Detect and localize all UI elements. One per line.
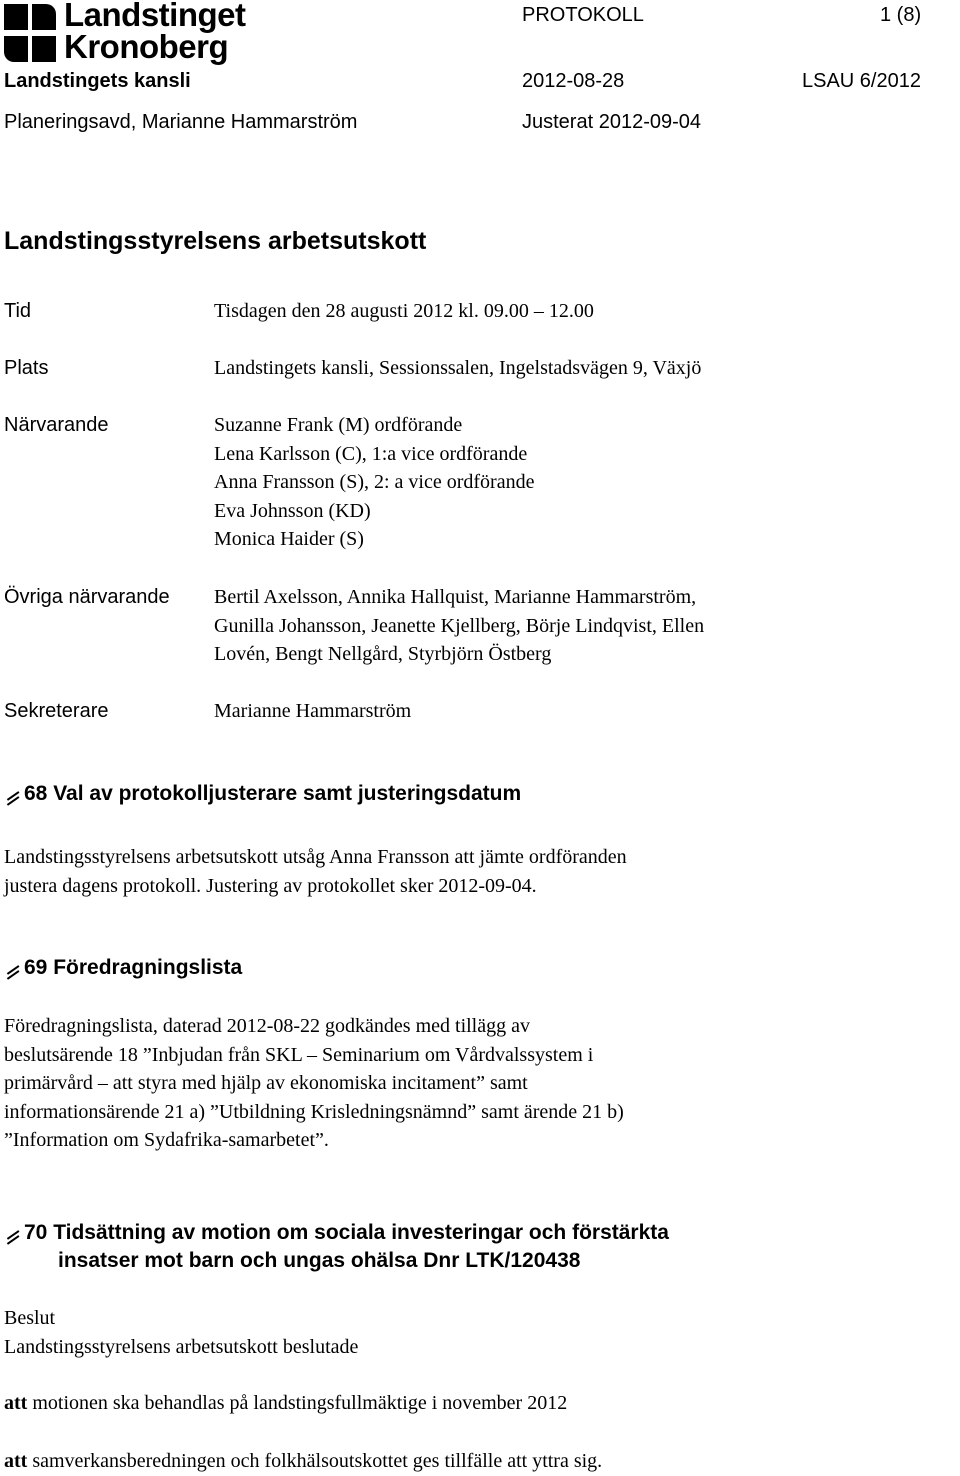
list-item: Monica Haider (S) bbox=[214, 528, 364, 550]
list-item: Lena Karlsson (C), 1:a vice ordförande bbox=[214, 442, 528, 465]
page-title: Landstingsstyrelsens arbetsutskott bbox=[4, 227, 427, 255]
list-item: Lovén, Bengt Nellgård, Styrbjörn Östberg bbox=[214, 643, 552, 665]
page-number: 1 (8) bbox=[880, 4, 922, 26]
section-69-body bbox=[4, 1012, 624, 1155]
paragraph-line: informationsärende 21 a) ”Utbildning Krisledningsnämnd” samt ärende 21 b) bbox=[4, 1100, 624, 1123]
list-item: Suzanne Frank (M) ordförande bbox=[214, 414, 463, 436]
logo-line-2: Kronoberg bbox=[64, 28, 229, 65]
section-69-heading: 69 Föredragningslista bbox=[4, 954, 242, 982]
section-mark-icon bbox=[4, 954, 22, 982]
department: Planeringsavd, Marianne Hammarström bbox=[4, 111, 358, 133]
meeting-date: 2012-08-28 bbox=[522, 70, 625, 92]
decision-text: samverkansberedningen och folkhälsoutskottet ges tillfälle att yttra sig. bbox=[27, 1450, 603, 1472]
paragraph-line: Föredragningslista, daterad 2012-08-22 godkändes med tillägg av bbox=[4, 1015, 530, 1037]
place-label: Plats bbox=[4, 357, 49, 379]
decision-intro: Landstingsstyrelsens arbetsutskott beslutade bbox=[4, 1336, 359, 1358]
others-list bbox=[214, 583, 704, 669]
place-value: Landstingets kansli, Sessionssalen, Ingelstadsvägen 9, Växjö bbox=[214, 357, 702, 379]
decision-text: motionen ska behandlas på landstingsfullmäktige i november 2012 bbox=[27, 1392, 568, 1414]
section-mark-icon bbox=[4, 780, 22, 808]
list-item: Bertil Axelsson, Annika Hallquist, Marianne Hammarström, bbox=[214, 586, 697, 608]
office-name: Landstingets kansli bbox=[4, 70, 191, 92]
secretary-value: Marianne Hammarström bbox=[214, 700, 412, 722]
present-label: Närvarande bbox=[4, 414, 109, 436]
paragraph-line: beslutsärende 18 ”Inbjudan från SKL – Seminarium om Vårdvalssystem i bbox=[4, 1043, 594, 1066]
landstinget-kronoberg-logo bbox=[4, 2, 260, 68]
present-list bbox=[214, 411, 534, 554]
section-68-heading: 68 Val av protokolljusterare samt justeringsdatum bbox=[4, 780, 521, 808]
document-type: PROTOKOLL bbox=[522, 4, 644, 26]
time-label: Tid bbox=[4, 300, 32, 322]
section-mark-icon bbox=[4, 1219, 22, 1247]
att-keyword: att bbox=[4, 1450, 28, 1472]
others-label: Övriga närvarande bbox=[4, 586, 170, 608]
list-item: Anna Fransson (S), 2: a vice ordförande bbox=[214, 471, 535, 493]
time-value: Tisdagen den 28 augusti 2012 kl. 09.00 – 12.00 bbox=[214, 300, 594, 322]
adjusted-date: Justerat 2012-09-04 bbox=[522, 111, 702, 133]
paragraph-line: primärvård – att styra med hjälp av ekonomiska incitament” samt bbox=[4, 1072, 528, 1094]
list-item: Eva Johnsson (KD) bbox=[214, 499, 371, 522]
paragraph-line: ”Information om Sydafrika-samarbetet”. bbox=[4, 1129, 329, 1151]
paragraph-line: Landstingsstyrelsens arbetsutskott utsåg Anna Fransson att jämte ordföranden bbox=[4, 846, 627, 868]
section-70-heading-line-2: insatser mot barn och ungas ohälsa Dnr LTK/120438 bbox=[58, 1249, 581, 1272]
att-keyword: att bbox=[4, 1392, 28, 1414]
paragraph-line: justera dagens protokoll. Justering av protokollet sker 2012-09-04. bbox=[4, 874, 537, 897]
document-reference: LSAU 6/2012 bbox=[802, 70, 921, 92]
decision-label: Beslut bbox=[4, 1307, 56, 1329]
logo-line-1: Landstinget bbox=[64, 0, 246, 33]
section-70-heading: 70 Tidsättning av motion om sociala investeringar och förstärkta insatser mot barn och ungas ohälsa Dnr LTK/120438 bbox=[4, 1219, 669, 1275]
decision-item-2 bbox=[4, 1447, 602, 1476]
section-68-body bbox=[4, 843, 627, 900]
list-item: Gunilla Johansson, Jeanette Kjellberg, Börje Lindqvist, Ellen bbox=[214, 614, 705, 637]
decision-item-1 bbox=[4, 1389, 567, 1418]
secretary-label: Sekreterare bbox=[4, 700, 109, 722]
